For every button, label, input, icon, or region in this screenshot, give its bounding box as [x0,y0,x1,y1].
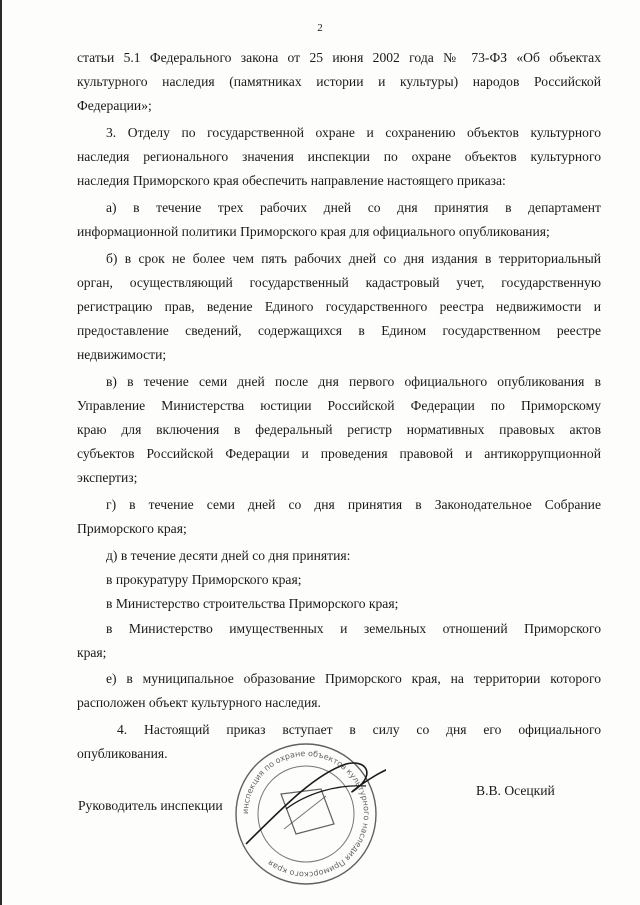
paragraph-line: г) в течение семи дней со дня принятия в Законодательное Собрание [106,497,601,512]
paragraph-line: субъектов Российской Федерации и проведения правовой и антикоррупционной [77,446,601,461]
paragraph-line: б) в срок не более чем пять рабочих дней со дня издания в территориальный [106,251,601,266]
paragraph-line: в Министерство строительства Приморского края; [106,596,399,611]
paragraph-line: а) в течение трех рабочих дней со дня принятия в департамент [106,200,601,215]
paragraph-line: Федерации»; [77,98,152,113]
paragraph-line: Приморского края; [77,521,187,536]
paragraph-line: 3. Отделу по государственной охране и сохранению объектов культурного [106,125,601,140]
official-seal-icon [226,734,386,894]
paragraph-line: экспертиз; [77,470,138,485]
paragraph-line: опубликования. [77,746,168,761]
paragraph-line: недвижимости; [77,347,167,362]
paragraph-line: в) в течение семи дней после дня первого официального опубликования в [106,374,601,389]
paragraph-line: регистрацию прав, ведение Единого государственного реестра недвижимости и [77,299,601,314]
paragraph-line: е) в муниципальное образование Приморского края, на территории которого [106,671,601,686]
paragraph-line: предоставление сведений, содержащихся в Едином государственном реестре [77,323,601,338]
signatory-name: В.В. Осецкий [476,783,555,798]
paragraph-line: краю для включения в федеральный регистр нормативных правовых актов [77,422,601,437]
paragraph-line: в Министерство имущественных и земельных отношений Приморского [106,621,601,636]
seal-text: инспекция по охране объектов культурного наследия Приморского края [240,748,372,880]
paragraph-line: наследия регионального значения инспекции по охране объектов культурного [77,149,601,164]
paragraph-line: информационной политики Приморского края для официального опубликования; [77,224,550,239]
paragraph-line: 4. Настоящий приказ вступает в силу со дня его официального [117,722,601,737]
paragraph-line: расположен объект культурного наследия. [77,695,321,710]
paragraph-line: наследия Приморского края обеспечить направление настоящего приказа: [77,173,506,188]
page-number: 2 [317,22,323,34]
paragraph-line: в прокуратуру Приморского края; [106,572,302,587]
paragraph-line: статьи 5.1 Федерального закона от 25 июня 2002 года № 73-ФЗ «Об объектах [77,50,601,65]
paragraph-line: края; [77,645,107,660]
scan-edge [0,0,2,905]
paragraph-line: культурного наследия (памятниках истории и культуры) народов Российской [77,74,601,89]
svg-text:инспекция по охране объектов к [241,749,371,879]
paragraph-line: д) в течение десяти дней со дня принятия: [106,548,351,563]
paragraph-line: орган, осуществляющий государственный кадастровый учет, государственную [77,275,601,290]
paragraph-line: Управление Министерства юстиции Российской Федерации по Приморскому [77,398,601,413]
signatory-position: Руководитель инспекции [78,798,223,813]
